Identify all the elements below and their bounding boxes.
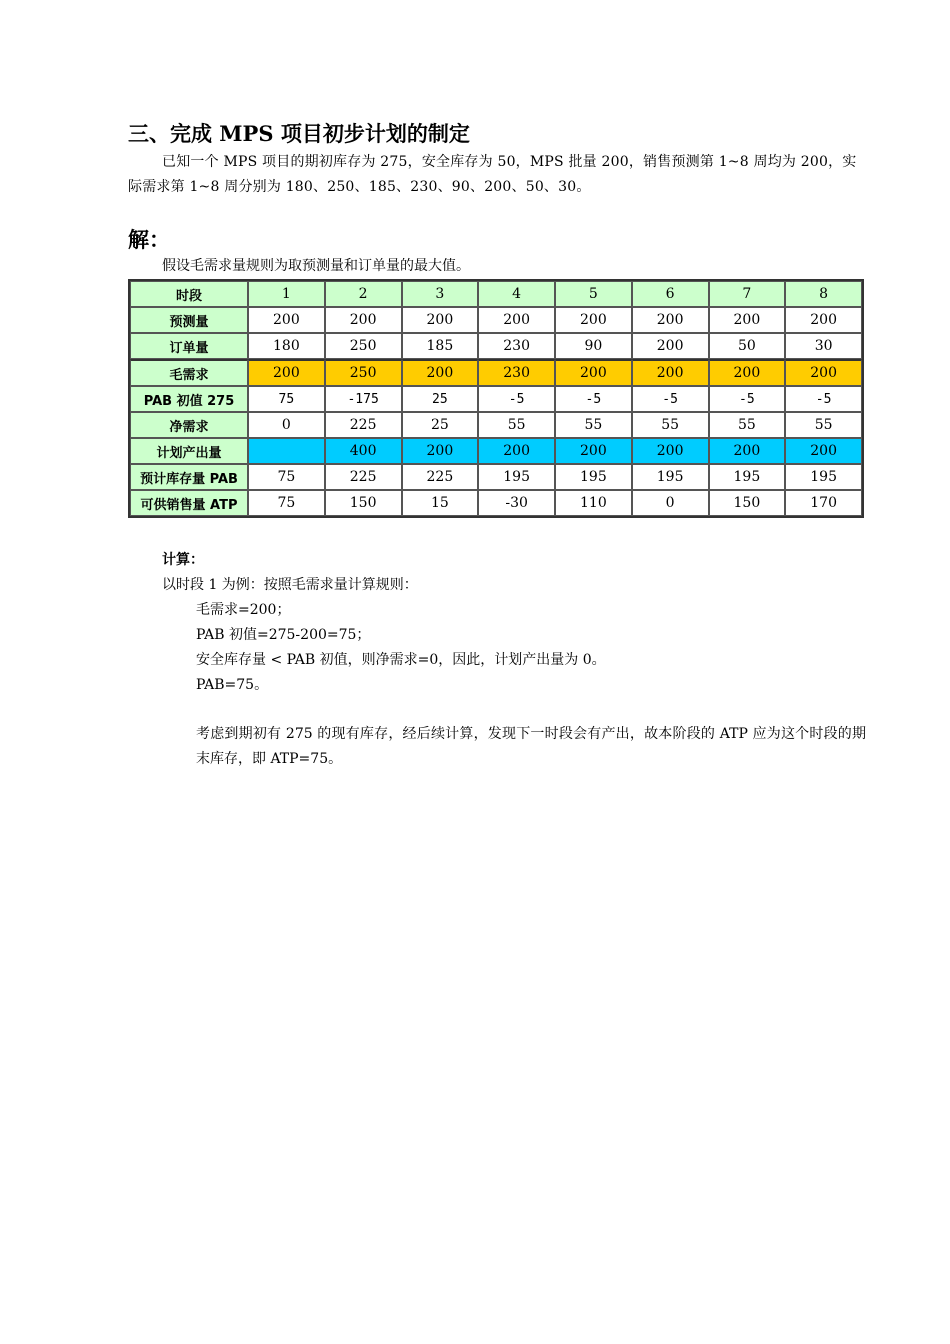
table-cell: 150 (709, 490, 786, 516)
period-cell: 8 (785, 281, 862, 307)
table-header-row (130, 281, 862, 307)
table-cell: 55 (709, 412, 786, 438)
table-cell: 200 (555, 438, 632, 464)
table-cell: 0 (248, 412, 325, 438)
calculation-title: 计算： (162, 552, 204, 568)
table-cell: 195 (785, 464, 862, 490)
row-label: 毛需求 (130, 359, 248, 386)
table-cell: -175 (325, 386, 402, 412)
row-label: 净需求 (130, 412, 248, 438)
period-cell: 4 (478, 281, 555, 307)
table-cell: 55 (555, 412, 632, 438)
row-label: 订单量 (130, 333, 248, 359)
table-cell: 200 (632, 359, 709, 386)
table-cell: 195 (555, 464, 632, 490)
table-cell: 200 (325, 307, 402, 333)
table-cell: 75 (248, 490, 325, 516)
table-cell: 75 (248, 464, 325, 490)
table-cell: 200 (555, 307, 632, 333)
table-cell: 225 (402, 464, 479, 490)
table-cell: 200 (478, 307, 555, 333)
calculation-step: PAB 初值=275-200=75； (196, 627, 371, 643)
calculation-step: 毛需求=200； (196, 602, 291, 618)
table-cell: 195 (709, 464, 786, 490)
table-cell: -5 (555, 386, 632, 412)
table-row (130, 307, 862, 333)
table-cell: 250 (325, 359, 402, 386)
assumption-text: 假设毛需求量规则为取预测量和订单量的最大值。 (162, 258, 470, 274)
table-cell: 90 (555, 333, 632, 359)
table-cell: 55 (478, 412, 555, 438)
table-cell: -30 (478, 490, 555, 516)
table-cell: 200 (709, 307, 786, 333)
table-cell: 170 (785, 490, 862, 516)
problem-statement: 已知一个 MPS 项目的期初库存为 275，安全库存为 50，MPS 批量 200，销售预测第 1~8 周均为 200，实际需求第 1~8 周分别为 180、250、185、230、90、200、50、30。 (128, 154, 857, 195)
table-row (130, 438, 862, 464)
table-cell: 25 (402, 412, 479, 438)
table-cell: 230 (478, 333, 555, 359)
row-label: 预测量 (130, 307, 248, 333)
table-cell: 225 (325, 464, 402, 490)
calculation-lead: 以时段 1 为例：按照毛需求量计算规则： (162, 577, 418, 593)
table-cell: 200 (402, 307, 479, 333)
table-cell: 200 (785, 438, 862, 464)
calculation-section (128, 548, 866, 772)
row-label: 可供销售量 ATP (130, 490, 248, 516)
table-cell: 200 (402, 359, 479, 386)
table-cell: -5 (478, 386, 555, 412)
table-row (130, 490, 862, 516)
table-cell: 200 (632, 333, 709, 359)
table-cell: -5 (785, 386, 862, 412)
table-cell: 400 (325, 438, 402, 464)
table-cell: 200 (248, 359, 325, 386)
row-label: PAB 初值 275 (130, 386, 248, 412)
table-cell: -5 (632, 386, 709, 412)
table-row (130, 359, 862, 386)
period-cell: 1 (248, 281, 325, 307)
atp-note: 考虑到期初有 275 的现有库存，经后续计算，发现下一时段会有产出，故本阶段的 ATP 应为这个时段的期末库存，即 ATP=75。 (196, 726, 866, 767)
table-cell: 55 (632, 412, 709, 438)
section-heading: 三、完成 MPS 项目初步计划的制定 (128, 121, 470, 146)
period-cell: 3 (402, 281, 479, 307)
table-row (130, 412, 862, 438)
table-cell: 200 (709, 359, 786, 386)
table-cell: 200 (555, 359, 632, 386)
table-cell: 195 (632, 464, 709, 490)
period-cell: 6 (632, 281, 709, 307)
table-cell: 200 (785, 359, 862, 386)
table-cell: 110 (555, 490, 632, 516)
table-cell: 200 (478, 438, 555, 464)
calculation-step: 安全库存量 < PAB 初值，则净需求=0，因此，计划产出量为 0。 (196, 652, 606, 668)
table-cell: 50 (709, 333, 786, 359)
table-cell: 230 (478, 359, 555, 386)
table-cell: 225 (325, 412, 402, 438)
table-row (130, 464, 862, 490)
table-cell: 200 (632, 307, 709, 333)
period-cell: 2 (325, 281, 402, 307)
table-cell: 15 (402, 490, 479, 516)
table-cell: 200 (632, 438, 709, 464)
spacer (128, 698, 866, 722)
table-cell: 200 (785, 307, 862, 333)
period-cell: 5 (555, 281, 632, 307)
table-cell: 195 (478, 464, 555, 490)
table-cell (248, 438, 325, 464)
period-cell: 7 (709, 281, 786, 307)
table-row (130, 333, 862, 359)
row-label: 预计库存量 PAB (130, 464, 248, 490)
table-cell: 200 (709, 438, 786, 464)
document-page (128, 118, 866, 772)
table-cell: 30 (785, 333, 862, 359)
table-cell: 250 (325, 333, 402, 359)
table-cell: -5 (709, 386, 786, 412)
mps-table (128, 279, 864, 518)
table-cell: 200 (248, 307, 325, 333)
table-cell: 0 (632, 490, 709, 516)
table-cell: 150 (325, 490, 402, 516)
solution-label: 解： (128, 227, 170, 252)
table-cell: 185 (402, 333, 479, 359)
row-label: 计划产出量 (130, 438, 248, 464)
table-cell: 200 (402, 438, 479, 464)
table-cell: 55 (785, 412, 862, 438)
table-cell: 180 (248, 333, 325, 359)
table-cell: 25 (402, 386, 479, 412)
row-label: 时段 (130, 281, 248, 307)
calculation-step: PAB=75。 (196, 677, 269, 693)
table-row (130, 386, 862, 412)
table-cell: 75 (248, 386, 325, 412)
